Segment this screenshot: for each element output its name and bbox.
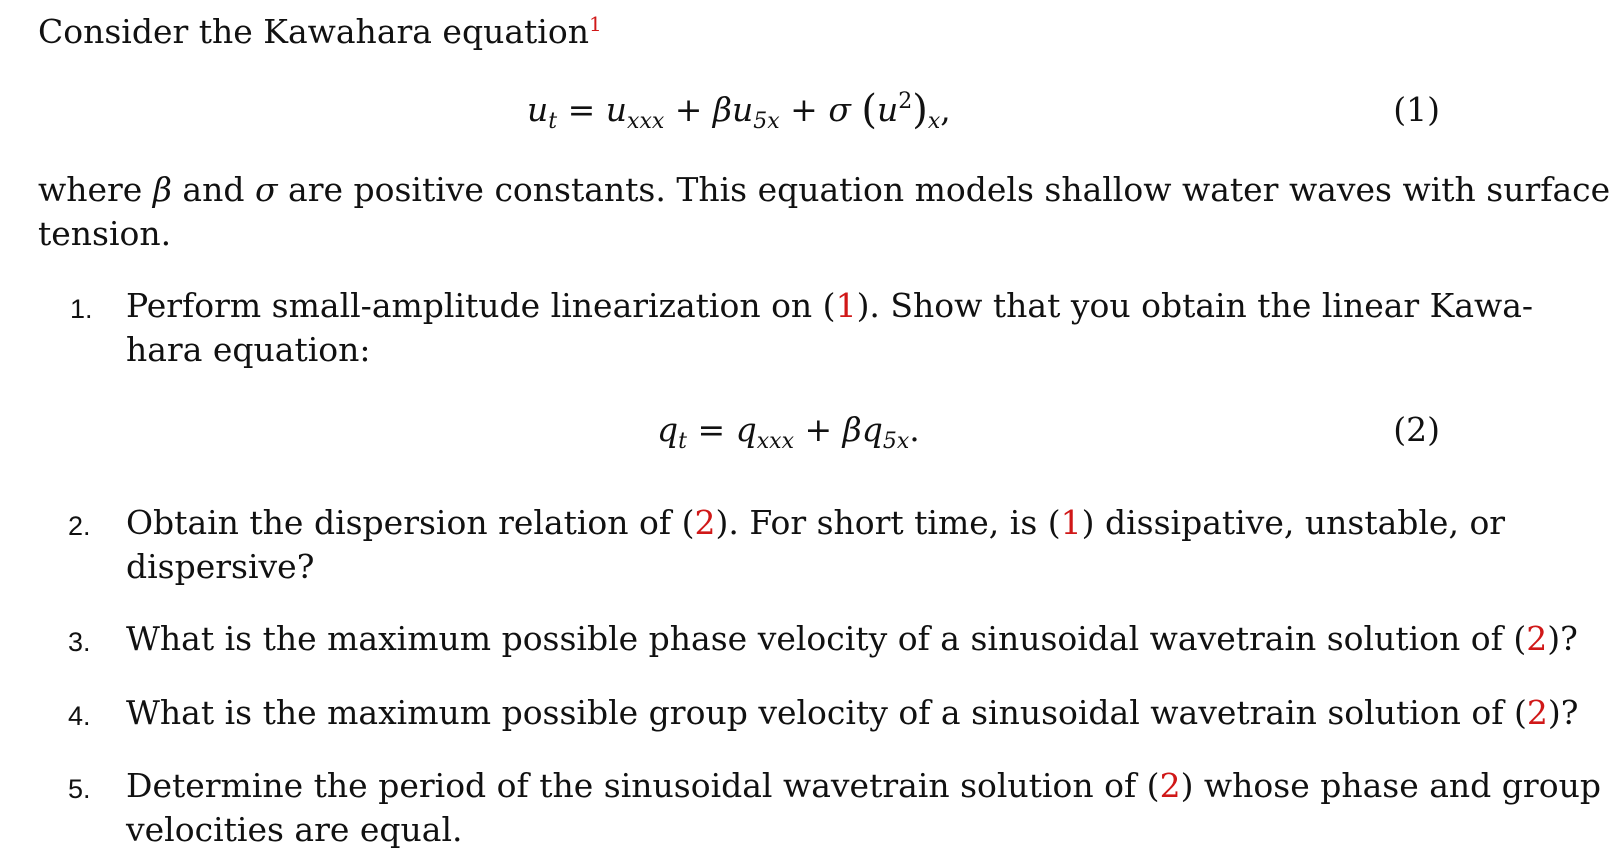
para-beta: β (152, 170, 172, 209)
item-3-text-a: What is the maximum possible phase velocity of a sinusoidal wavetrain solution of ( (126, 619, 1527, 658)
item-4-ref: 2 (1526, 693, 1548, 732)
eq2-sub-5x: 5x (882, 429, 910, 454)
eq1-u: u (527, 90, 549, 129)
item-5-line-2: velocities are equal. (126, 810, 463, 849)
eq1-sub-t: t (548, 109, 558, 134)
item-5-text-a: Determine the period of the sinusoidal wavetrain solution of ( (126, 766, 1160, 805)
paragraph-line-1 (38, 168, 1610, 212)
eq1-beta: β (712, 90, 732, 129)
item-1-number: 1. (70, 294, 93, 324)
eq1-plus-2: + (790, 90, 818, 129)
eq1-right-paren: ) (912, 87, 928, 133)
eq2-period: . (909, 410, 920, 449)
eq1-power: 2 (898, 89, 913, 114)
para-where: where (38, 170, 143, 209)
para-sigma: σ (254, 170, 278, 209)
item-4-text-b: )? (1547, 693, 1579, 732)
item-5-number: 5. (68, 774, 91, 804)
eq2-sub-t: t (678, 429, 687, 454)
item-2-line-1 (126, 501, 1506, 545)
item-3-text-b: )? (1547, 619, 1578, 658)
eq2-plus: + (804, 410, 833, 449)
eq2-q-2: q (735, 410, 757, 449)
eq1-sub-5x: 5x (753, 109, 780, 134)
paragraph-line-2: tension. (38, 214, 172, 253)
intro-text: Consider the Kawahara equation (38, 12, 589, 51)
item-1-text-a: Perform small-amplitude linearization on ( (126, 286, 836, 325)
equation-2 (657, 408, 920, 452)
eq2-q-3: q (861, 410, 883, 449)
equation-2-number: (2) (1393, 410, 1440, 449)
item-3-line-1 (126, 617, 1578, 661)
item-2-number: 2. (68, 511, 91, 541)
item-4-line-1 (126, 691, 1579, 735)
eq1-sub-x: x (927, 109, 941, 134)
eq1-u-3: u (732, 90, 754, 129)
eq2-q: q (657, 410, 679, 449)
eq2-sub-xxx: xxx (756, 429, 794, 454)
intro-sentence (38, 10, 602, 54)
item-2-text-a: Obtain the dispersion relation of ( (126, 503, 695, 542)
item-2-ref-1: 2 (694, 503, 716, 542)
item-1-line-2: hara equation: (126, 330, 371, 369)
equation-1 (527, 88, 951, 132)
eq1-plus-1: + (674, 90, 703, 129)
eq1-u-2: u (605, 90, 628, 129)
item-2-ref-2: 1 (1060, 503, 1082, 542)
item-5-ref: 2 (1159, 766, 1181, 805)
eq1-comma: , (940, 90, 951, 129)
eq1-equals: = (567, 90, 596, 129)
item-1-text-b: ). Show that you obtain the linear Kawa- (856, 286, 1534, 325)
eq2-equals: = (697, 410, 726, 449)
item-2-text-c: ) dissipative, unstable, or (1081, 503, 1506, 542)
item-3-number: 3. (68, 627, 91, 657)
para-rest: are positive constants. This equation models shallow water waves with surface (288, 170, 1610, 209)
footnote-mark: 1 (588, 12, 602, 36)
eq2-beta: β (842, 410, 862, 449)
item-1-line-1 (126, 284, 1534, 328)
item-5-line-1 (126, 764, 1601, 808)
item-2-text-b: ). For short time, is ( (715, 503, 1061, 542)
eq1-sub-xxx: xxx (627, 109, 665, 134)
item-4-text-a: What is the maximum possible group velocity of a sinusoidal wavetrain solution of ( (126, 693, 1527, 732)
eq1-u-4: u (876, 90, 899, 129)
item-4-number: 4. (68, 701, 91, 731)
item-2-line-2: dispersive? (126, 547, 315, 586)
eq1-sigma: σ (828, 90, 851, 129)
eq1-left-paren: ( (861, 87, 877, 133)
item-1-ref: 1 (835, 286, 857, 325)
item-5-text-b: ) whose phase and group (1180, 766, 1601, 805)
para-and: and (182, 170, 245, 209)
item-3-ref: 2 (1526, 619, 1548, 658)
equation-1-number: (1) (1393, 90, 1440, 129)
